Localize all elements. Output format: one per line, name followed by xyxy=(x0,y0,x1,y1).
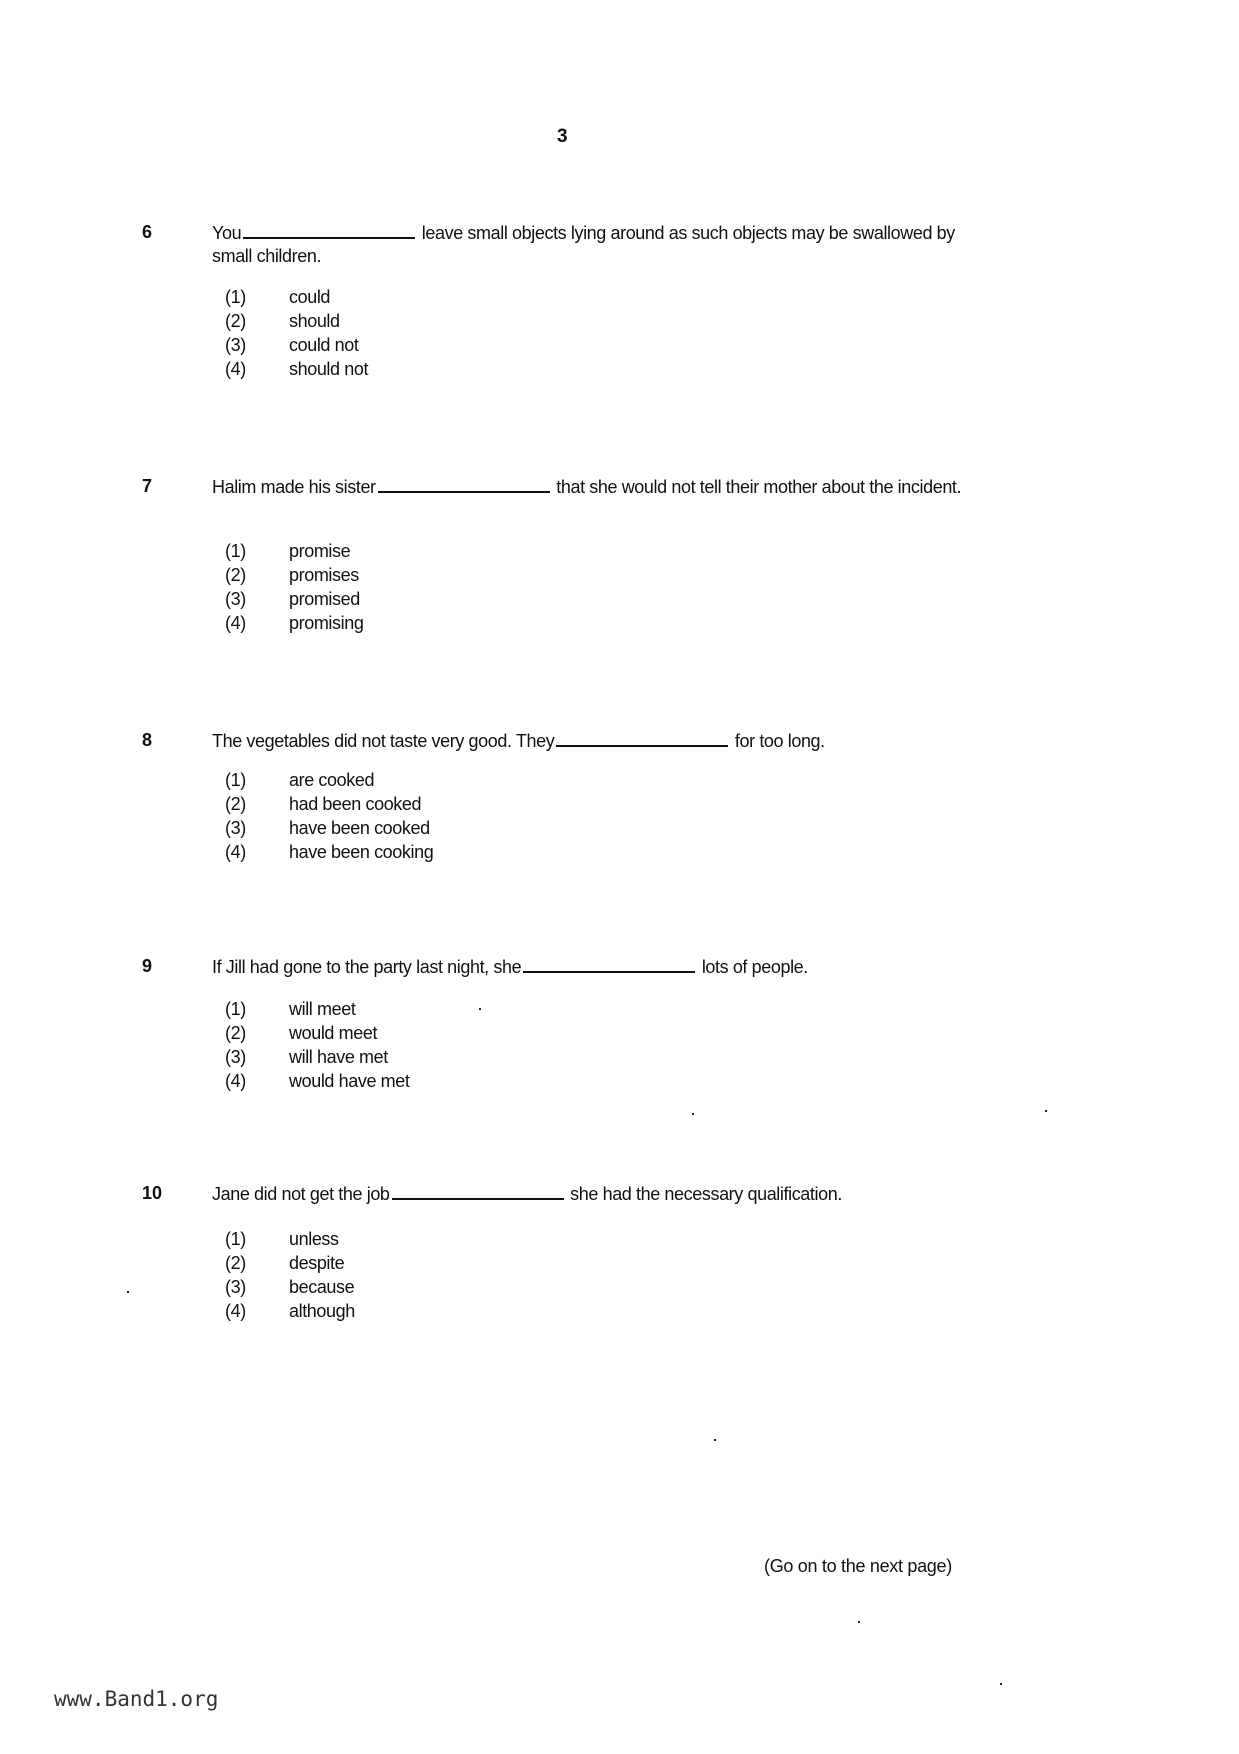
options-list xyxy=(225,285,368,381)
answer-blank xyxy=(523,957,695,973)
option-4: (4) promising xyxy=(225,613,364,633)
answer-blank xyxy=(392,1184,564,1200)
question-text: Jane did not get the job she had the necessary qualification. xyxy=(212,1184,842,1204)
option-2: (2) would meet xyxy=(225,1023,378,1043)
question-text: Halim made his sister that she would not tell their mother about the incident. xyxy=(212,477,962,497)
options-list xyxy=(225,539,363,635)
question-text: You leave small objects lying around as such objects may be swallowed by small children. xyxy=(212,223,955,266)
option-4: (4) would have met xyxy=(225,1071,410,1091)
question-number: 6 xyxy=(142,222,153,242)
option-4: (4) although xyxy=(225,1301,355,1321)
answer-blank xyxy=(378,477,550,493)
option-2: (2) promises xyxy=(225,565,359,585)
option-1: (1) will meet xyxy=(225,999,356,1019)
options-list xyxy=(225,768,433,864)
go-on-note: (Go on to the next page) xyxy=(764,1556,952,1576)
option-3: (3) could not xyxy=(225,335,359,355)
scan-speck xyxy=(1000,1683,1002,1685)
question-number: 10 xyxy=(142,1183,163,1203)
option-2: (2) despite xyxy=(225,1253,345,1273)
scan-speck xyxy=(692,1113,694,1115)
option-4: (4) should not xyxy=(225,359,369,379)
options-list xyxy=(225,1227,355,1323)
question-number: 9 xyxy=(142,956,153,976)
option-1: (1) promise xyxy=(225,541,351,561)
answer-blank xyxy=(556,731,728,747)
question-text: The vegetables did not taste very good. They for too long. xyxy=(212,731,825,751)
option-1: (1) are cooked xyxy=(225,770,375,790)
watermark: www.Band1.org xyxy=(54,1687,219,1711)
scan-speck xyxy=(714,1439,716,1441)
question-text: If Jill had gone to the party last night, she lots of people. xyxy=(212,957,808,977)
options-list xyxy=(225,997,409,1093)
scan-speck xyxy=(479,1008,481,1010)
option-3: (3) promised xyxy=(225,589,360,609)
answer-blank xyxy=(243,223,415,239)
question-number: 7 xyxy=(142,476,153,496)
scan-speck xyxy=(1045,1110,1047,1112)
option-3: (3) because xyxy=(225,1277,355,1297)
option-4: (4) have been cooking xyxy=(225,842,434,862)
page-number: 3 xyxy=(557,126,568,147)
question-number: 8 xyxy=(142,730,153,750)
option-2: (2) had been cooked xyxy=(225,794,422,814)
option-1: (1) could xyxy=(225,287,331,307)
scan-speck xyxy=(858,1621,860,1623)
option-2: (2) should xyxy=(225,311,340,331)
option-1: (1) unless xyxy=(225,1229,339,1249)
scan-speck xyxy=(127,1291,129,1293)
option-3: (3) will have met xyxy=(225,1047,388,1067)
option-3: (3) have been cooked xyxy=(225,818,430,838)
